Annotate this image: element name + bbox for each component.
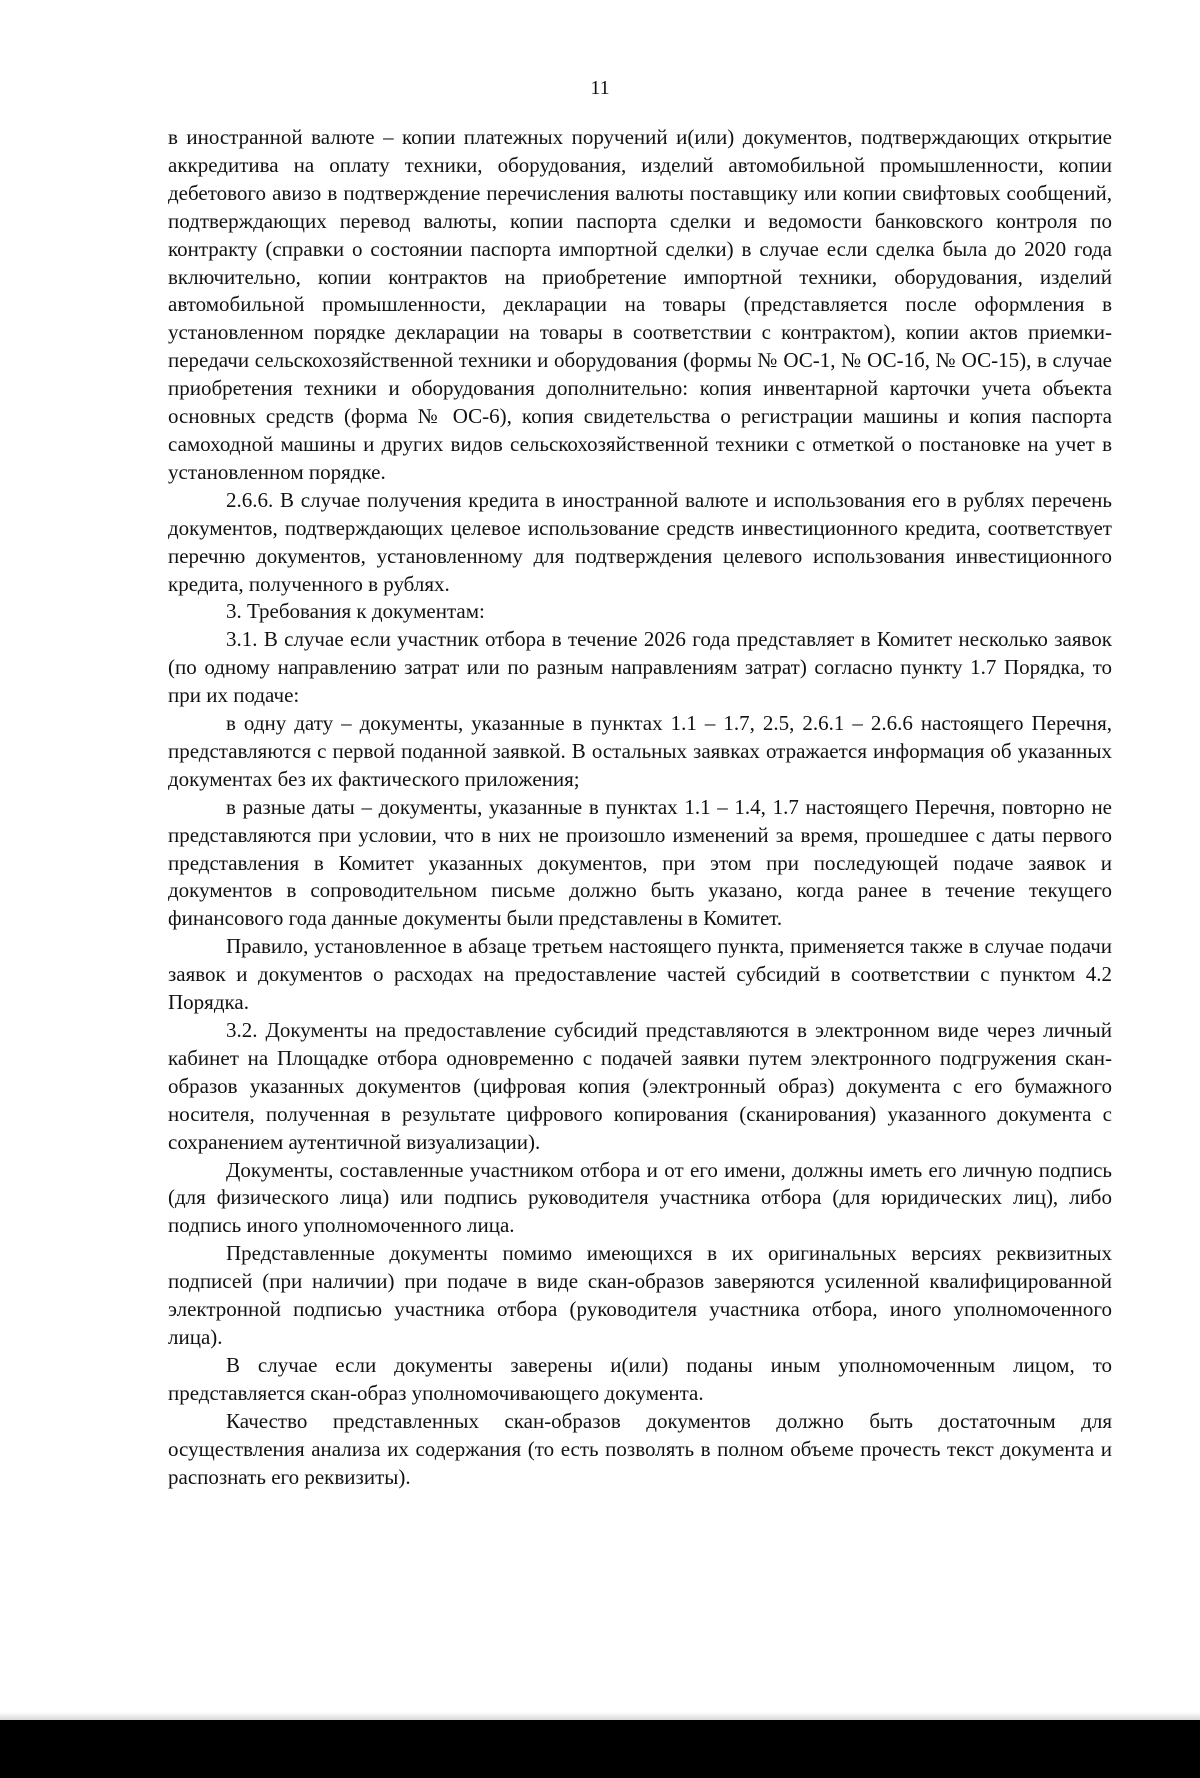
paragraph-signatures: Документы, составленные участником отбора и от его имени, должны иметь его личную подпись (для физического лица) или подпись руководителя участника отбора (для юридических лиц), либо подпись иного уполномоченного лица.	[168, 1157, 1112, 1238]
paragraph-scan-quality: Качество представленных скан-образов документов должно быть достаточным для осуществления анализа их содержания (то есть позволять в полном объеме прочесть текст документа и распознать его реквизиты).	[168, 1408, 1112, 1489]
paragraph-3-1: 3.1. В случае если участник отбора в течение 2026 года представляет в Комитет несколько заявок (по одному направлению затрат или по разным направлениям затрат) согласно пункту 1.7 Порядка, то при их подаче:	[168, 627, 1112, 708]
paragraph-different-dates: в разные даты – документы, указанные в пунктах 1.1 – 1.4, 1.7 настоящего Перечня, повторно не представляются при условии, что в них не произошло изменений за время, прошедшее с даты первого представления в Комитет указанных документов, при этом при последующей подаче заявок и документов в сопроводительном письме должно быть указано, когда ранее в течение текущего финансового года данные документы были представлены в Комитет.	[168, 794, 1112, 931]
paragraph-rule: Правило, установленное в абзаце третьем настоящего пункта, применяется также в случае подачи заявок и документов о расходах на предоставление частей субсидий в соответствии с пунктом 4.2 Порядка.	[168, 934, 1112, 1015]
scan-border-bar	[0, 1720, 1200, 1778]
paragraph-foreign-currency-docs: в иностранной валюте – копии платежных поручений и(или) документов, подтверждающих открытие аккредитива на оплату техники, оборудования, изделий автомобильной промышленности, копии дебетового авизо в подтверждение перечисления валюты поставщику или копии свифтовых сообщений, подтверждающих перевод валюты, копии паспорта сделки и ведомости банковского контроля по контракту (справки о состоянии паспорта импортной сделки) в случае если сделка была до 2020 года включительно, копии контрактов на приобретение импортной техники, оборудования, изделий автомобильной промышленности, декларации на товары (представляется после оформления в установленном порядке декларации на товары в соответствии с контрактом), копии актов приемки-передачи сельскохозяйственной техники и оборудования (формы № ОС-1, № ОС-1б, № ОС-15), в случае приобретения техники и оборудования дополнительно: копия инвентарной карточки учета объекта основных средств (форма № ОС-6), копия свидетельства о регистрации машины и копия паспорта самоходной машины и других видов сельскохозяйственной техники с отметкой о постановке на учет в установленном порядке.	[168, 125, 1112, 484]
paragraph-electronic-signature: Представленные документы помимо имеющихся в их оригинальных версиях реквизитных подписей (при наличии) при подаче в виде скан-образов заверяются усиленной квалифицированной электронной подписью участника отбора (руководителя участника отбора, иного уполномоченного лица).	[168, 1241, 1112, 1349]
document-body	[168, 124, 1112, 1491]
paragraph-3-2: 3.2. Документы на предоставление субсидий представляются в электронном виде через личный кабинет на Площадке отбора одновременно с подачей заявки путем электронного подгружения скан-образов указанных документов (цифровая копия (электронный образ) документа с его бумажного носителя, полученная в результате цифрового копирования (сканирования) указанного документа с сохранением аутентичной визуализации).	[168, 1018, 1112, 1154]
page-number: 11	[590, 77, 610, 99]
paragraph-same-date: в одну дату – документы, указанные в пунктах 1.1 – 1.7, 2.5, 2.6.1 – 2.6.6 настоящего Перечня, представляются с первой поданной заявкой. В остальных заявках отражается информация об указанных документах без их фактического приложения;	[168, 711, 1112, 791]
paragraph-2-6-6: 2.6.6. В случае получения кредита в иностранной валюте и использования его в рублях перечень документов, подтверждающих целевое использование средств инвестиционного кредита, соответствует перечню документов, установленному для подтверждения целевого использования инвестиционного кредита, полученного в рублях.	[168, 487, 1112, 596]
scan-edge-shadow	[0, 1712, 1200, 1720]
section-heading-3: 3. Требования к документам:	[226, 599, 485, 624]
paragraph-authorized-person: В случае если документы заверены и(или) поданы иным уполномоченным лицом, то представляется скан-образ уполномочивающего документа.	[168, 1352, 1112, 1405]
